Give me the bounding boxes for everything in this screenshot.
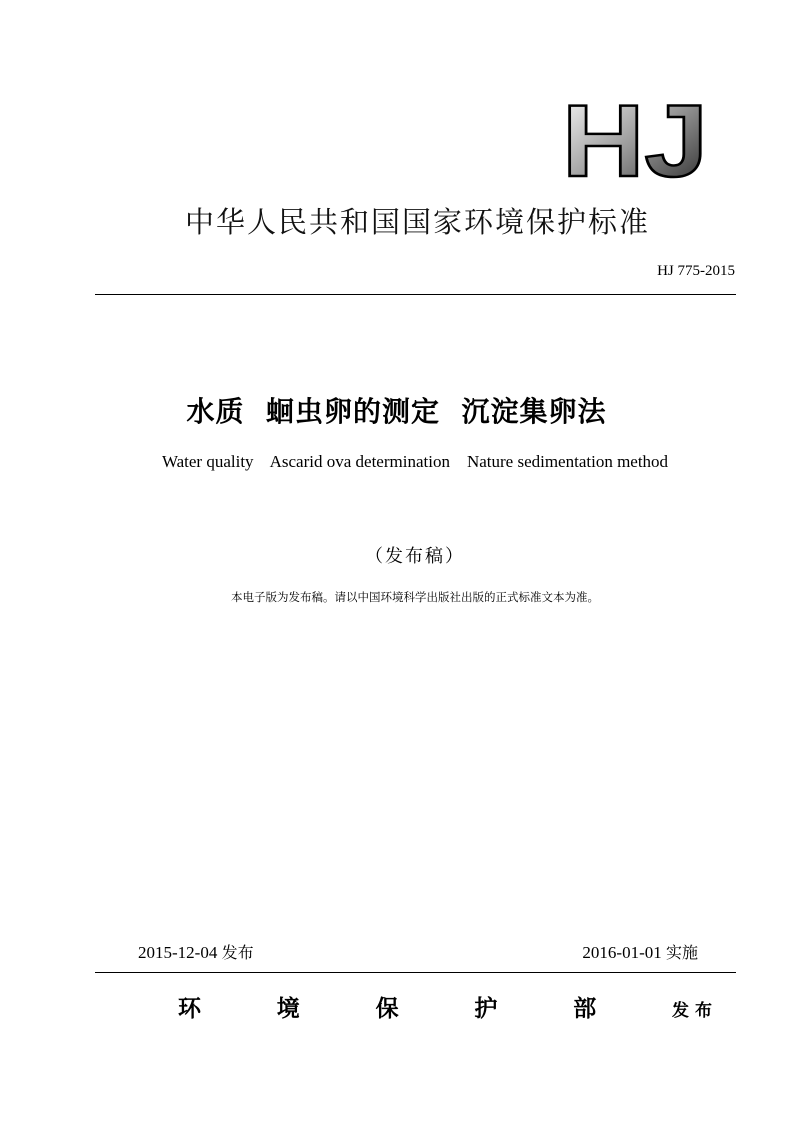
draft-label: （发布稿）: [365, 546, 465, 567]
issue-label: 发布: [221, 943, 254, 962]
issuing-authority: [178, 990, 718, 1024]
issuer-char: 境: [276, 996, 300, 1022]
standard-code: HJ 775-2015: [657, 263, 735, 279]
issuer-char: 保: [375, 996, 399, 1022]
footer-divider: [95, 972, 736, 973]
implementation-label: 实施: [665, 943, 698, 962]
header-divider: [95, 294, 736, 295]
issuer-char: 部: [573, 996, 597, 1022]
issue-date-line: [138, 940, 254, 963]
document-title-chinese: 水质 蛔虫卵的测定 沉淀集卵法: [186, 395, 607, 428]
draft-note: 本电子版为发布稿。请以中国环境科学出版社出版的正式标准文本为准。: [231, 590, 599, 604]
document-title-english: Water quality Ascarid ova determination Nature sedimentation method: [161, 452, 669, 471]
hj-logo: [560, 92, 710, 182]
standard-type-title: 中华人民共和国国家环境保护标准: [184, 205, 650, 239]
issuer-char: 环: [178, 996, 201, 1022]
issue-date: 2015-12-04: [138, 943, 218, 962]
issuer-char: 护: [474, 996, 498, 1022]
issuer-issue-word: 发布: [671, 1001, 718, 1021]
implementation-date-line: [582, 940, 698, 963]
implementation-date: 2016-01-01: [582, 943, 662, 962]
hj-logo-text: HJ: [562, 92, 708, 182]
